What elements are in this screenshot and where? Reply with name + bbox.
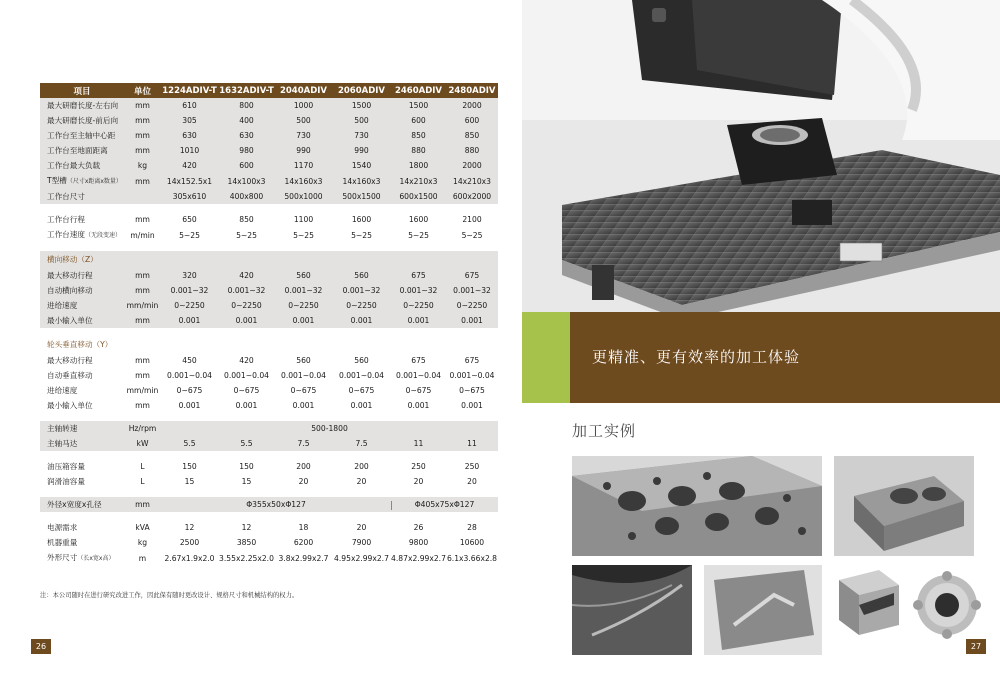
row-unit: m/min <box>124 227 161 243</box>
row-label-note: （长x宽x高） <box>77 555 115 562</box>
table-cell: 880 <box>446 143 498 158</box>
table-cell: 0.001~32 <box>275 283 332 298</box>
row-label-text: 最大研磨长度-左右向 <box>47 101 119 110</box>
row-unit: m <box>124 550 161 566</box>
table-cell: 0.001~0.04 <box>446 368 498 383</box>
row-label-text: 电源需求 <box>47 523 78 532</box>
row-unit: kVA <box>124 520 161 535</box>
table-cell: 560 <box>332 268 391 283</box>
row-label <box>40 298 124 313</box>
table-cell-span: 500-1800 <box>161 421 498 436</box>
row-unit: mm <box>124 98 161 113</box>
table-cell: 1010 <box>161 143 218 158</box>
table-cell: 420 <box>218 353 275 368</box>
table-cell: 500x1000 <box>275 189 332 204</box>
row-label <box>40 143 124 158</box>
table-row <box>40 189 498 204</box>
table-cell-span: Φ355x50xΦ127 <box>161 497 391 512</box>
header-item: 项目 <box>40 83 124 98</box>
table-cell: 980 <box>218 143 275 158</box>
page-number-right: 27 <box>966 639 986 654</box>
group-spacer <box>40 413 498 421</box>
table-cell: 990 <box>275 143 332 158</box>
row-label-text: 油压箱容量 <box>47 462 85 471</box>
row-label <box>40 459 124 474</box>
table-row <box>40 212 498 227</box>
table-row <box>40 421 498 436</box>
table-cell: 14x160x3 <box>275 173 332 189</box>
table-cell: 0.001 <box>275 398 332 413</box>
table-cell: 0.001~32 <box>332 283 391 298</box>
spec-table-body <box>40 98 498 566</box>
row-label <box>40 421 124 436</box>
table-cell: 675 <box>391 353 446 368</box>
table-cell: 560 <box>275 268 332 283</box>
table-cell: 5~25 <box>391 227 446 243</box>
row-label <box>40 474 124 489</box>
table-row <box>40 227 498 243</box>
table-cell: 14x100x3 <box>218 173 275 189</box>
table-row <box>40 268 498 283</box>
row-label-note: （无段变速） <box>84 232 121 239</box>
table-row <box>40 283 498 298</box>
group-spacer <box>40 328 498 336</box>
table-cell: 150 <box>161 459 218 474</box>
table-cell: 0.001~0.04 <box>332 368 391 383</box>
row-label-text: 工作台尺寸 <box>47 192 85 201</box>
spec-table <box>40 83 498 566</box>
table-row <box>40 383 498 398</box>
table-row <box>40 474 498 489</box>
spec-table-header <box>40 83 498 98</box>
row-label <box>40 113 124 128</box>
row-label-text: 润滑油容量 <box>47 477 85 486</box>
table-cell: 20 <box>332 474 391 489</box>
row-unit: mm/min <box>124 383 161 398</box>
table-cell: 600x1500 <box>391 189 446 204</box>
table-cell: 0~2250 <box>275 298 332 313</box>
table-cell: 20 <box>446 474 498 489</box>
table-cell: 14x160x3 <box>332 173 391 189</box>
table-cell: 675 <box>446 268 498 283</box>
row-label <box>40 98 124 113</box>
table-cell: 7900 <box>332 535 391 550</box>
table-cell: 600 <box>218 158 275 173</box>
row-unit: mm <box>124 368 161 383</box>
row-label <box>40 550 124 566</box>
banner-text: 更精准、更有效率的加工体验 <box>592 348 801 366</box>
table-row <box>40 497 498 512</box>
table-cell: 3.8x2.99x2.7 <box>275 550 332 566</box>
row-unit: mm <box>124 212 161 227</box>
table-cell: 11 <box>391 436 446 451</box>
table-cell: 650 <box>161 212 218 227</box>
row-label <box>40 520 124 535</box>
row-label <box>40 497 124 512</box>
group-spacer <box>40 489 498 497</box>
table-cell: 500 <box>275 113 332 128</box>
row-unit: mm <box>124 353 161 368</box>
row-unit: L <box>124 474 161 489</box>
table-cell: 0.001~32 <box>391 283 446 298</box>
section-heading: 轮头垂直移动（Y） <box>40 336 498 353</box>
table-cell: 26 <box>391 520 446 535</box>
table-cell: 5~25 <box>446 227 498 243</box>
row-label <box>40 173 124 189</box>
table-cell-span: Φ405x75xΦ127 <box>391 497 498 512</box>
row-label-text: 最大移动行程 <box>47 356 93 365</box>
table-cell: 305x610 <box>161 189 218 204</box>
table-cell: 14x152.5x1 <box>161 173 218 189</box>
header-model: 1632ADIV-T <box>218 83 275 98</box>
table-cell: 250 <box>446 459 498 474</box>
table-cell: 0.001~0.04 <box>161 368 218 383</box>
table-row <box>40 298 498 313</box>
table-cell: 0~2250 <box>446 298 498 313</box>
table-cell: 28 <box>446 520 498 535</box>
table-row <box>40 98 498 113</box>
row-label <box>40 158 124 173</box>
table-cell: 12 <box>218 520 275 535</box>
table-cell: 6200 <box>275 535 332 550</box>
table-cell: 20 <box>275 474 332 489</box>
row-label-note: （尺寸x距离x数量） <box>66 178 122 185</box>
table-cell: 2000 <box>446 158 498 173</box>
row-unit: mm <box>124 128 161 143</box>
table-cell: 850 <box>218 212 275 227</box>
table-cell: 600 <box>391 113 446 128</box>
table-row <box>40 436 498 451</box>
table-cell: 150 <box>218 459 275 474</box>
table-cell: 2000 <box>446 98 498 113</box>
row-label-text: 进给速度 <box>47 386 78 395</box>
table-cell: 6.1x3.66x2.8 <box>446 550 498 566</box>
table-cell: 2100 <box>446 212 498 227</box>
table-cell: 7.5 <box>275 436 332 451</box>
table-cell: 11 <box>446 436 498 451</box>
table-cell: 0~2250 <box>391 298 446 313</box>
row-unit: mm <box>124 268 161 283</box>
table-cell: 3850 <box>218 535 275 550</box>
table-cell: 2.67x1.9x2.0 <box>161 550 218 566</box>
table-cell: 990 <box>332 143 391 158</box>
row-label <box>40 535 124 550</box>
table-cell: 0.001 <box>218 313 275 328</box>
table-cell: 200 <box>275 459 332 474</box>
table-cell: 1800 <box>391 158 446 173</box>
table-cell: 4.95x2.99x2.7 <box>332 550 391 566</box>
table-cell: 3.55x2.25x2.0 <box>218 550 275 566</box>
row-label-text: 外形尺寸 <box>47 553 78 562</box>
row-label <box>40 383 124 398</box>
table-row <box>40 368 498 383</box>
table-cell: 0.001 <box>446 398 498 413</box>
table-cell: 7.5 <box>332 436 391 451</box>
table-cell: 1100 <box>275 212 332 227</box>
row-label <box>40 313 124 328</box>
table-cell: 420 <box>218 268 275 283</box>
row-unit: mm <box>124 173 161 189</box>
table-cell: 5.5 <box>161 436 218 451</box>
table-cell: 15 <box>161 474 218 489</box>
page-number-left: 26 <box>31 639 51 654</box>
table-cell: 600 <box>446 113 498 128</box>
banner-accent <box>522 312 570 403</box>
table-row <box>40 520 498 535</box>
table-cell: 14x210x3 <box>446 173 498 189</box>
table-cell: 0~2250 <box>161 298 218 313</box>
example-photo-wedge-block <box>834 565 904 640</box>
table-row <box>40 353 498 368</box>
row-unit: mm <box>124 143 161 158</box>
table-cell: 0.001 <box>446 313 498 328</box>
row-label <box>40 227 124 243</box>
row-label-text: 最小输入单位 <box>47 401 93 410</box>
table-cell: 9800 <box>391 535 446 550</box>
table-cell: 5~25 <box>275 227 332 243</box>
table-cell: 250 <box>391 459 446 474</box>
table-cell: 305 <box>161 113 218 128</box>
table-cell: 1500 <box>332 98 391 113</box>
table-cell: 1170 <box>275 158 332 173</box>
header-model: 2040ADIV <box>275 83 332 98</box>
table-row <box>40 535 498 550</box>
row-label <box>40 268 124 283</box>
table-row <box>40 398 498 413</box>
example-photo-gear-part <box>912 570 982 640</box>
table-cell: 0.001~0.04 <box>391 368 446 383</box>
table-cell: 0.001 <box>161 313 218 328</box>
row-label-text: 主轴转速 <box>47 424 78 433</box>
table-row <box>40 313 498 328</box>
table-cell: 730 <box>332 128 391 143</box>
table-cell: 0.001 <box>391 398 446 413</box>
row-unit: Hz/rpm <box>124 421 161 436</box>
row-unit: mm/min <box>124 298 161 313</box>
group-spacer <box>40 512 498 520</box>
table-cell: 880 <box>391 143 446 158</box>
table-cell: 0~2250 <box>218 298 275 313</box>
row-label-text: 工作台最大负载 <box>47 161 101 170</box>
table-cell: 14x210x3 <box>391 173 446 189</box>
table-row <box>40 173 498 189</box>
table-cell: 560 <box>275 353 332 368</box>
table-cell: 400x800 <box>218 189 275 204</box>
table-cell: 0.001~0.04 <box>218 368 275 383</box>
table-cell: 600x2000 <box>446 189 498 204</box>
row-unit: kg <box>124 535 161 550</box>
table-cell: 850 <box>391 128 446 143</box>
row-label-text: 最大移动行程 <box>47 271 93 280</box>
table-cell: 1540 <box>332 158 391 173</box>
table-cell: 730 <box>275 128 332 143</box>
table-cell: 5.5 <box>218 436 275 451</box>
row-unit: kW <box>124 436 161 451</box>
row-unit: kg <box>124 158 161 173</box>
example-photo-polished-block <box>704 565 822 655</box>
table-cell: 5~25 <box>332 227 391 243</box>
table-cell: 0.001~32 <box>218 283 275 298</box>
table-row <box>40 550 498 566</box>
row-unit: mm <box>124 313 161 328</box>
table-cell: 560 <box>332 353 391 368</box>
table-cell: 0.001 <box>161 398 218 413</box>
row-label <box>40 128 124 143</box>
row-label <box>40 436 124 451</box>
table-cell: 18 <box>275 520 332 535</box>
row-label-text: 工作台行程 <box>47 215 85 224</box>
header-model: 2480ADIV <box>446 83 498 98</box>
table-cell: 15 <box>218 474 275 489</box>
examples-title: 加工实例 <box>572 422 637 440</box>
row-label <box>40 283 124 298</box>
table-cell: 0~675 <box>218 383 275 398</box>
table-cell: 0.001 <box>332 313 391 328</box>
table-cell: 1600 <box>332 212 391 227</box>
table-cell: 200 <box>332 459 391 474</box>
table-row <box>40 128 498 143</box>
row-label <box>40 212 124 227</box>
example-photo-blade <box>572 565 692 655</box>
row-unit <box>124 189 161 204</box>
section-heading-row <box>40 336 498 353</box>
row-label-text: 最小输入单位 <box>47 316 93 325</box>
table-cell: 1000 <box>275 98 332 113</box>
row-label-text: 工作台至主轴中心距 <box>47 131 116 140</box>
group-spacer <box>40 204 498 212</box>
group-spacer <box>40 243 498 251</box>
table-cell: 320 <box>161 268 218 283</box>
table-cell: 0~675 <box>446 383 498 398</box>
row-label <box>40 368 124 383</box>
table-cell: 0~675 <box>332 383 391 398</box>
table-cell: 630 <box>161 128 218 143</box>
section-heading-row <box>40 251 498 268</box>
header-unit: 单位 <box>124 83 161 98</box>
table-cell: 675 <box>391 268 446 283</box>
table-cell: 500 <box>332 113 391 128</box>
row-label <box>40 398 124 413</box>
row-label-text: T型槽 <box>47 176 67 185</box>
row-label <box>40 189 124 204</box>
table-cell: 0~675 <box>275 383 332 398</box>
row-unit: mm <box>124 497 161 512</box>
row-label-text: 自动垂直移动 <box>47 371 93 380</box>
example-photo-plate-holes <box>572 456 822 556</box>
table-cell: 12 <box>161 520 218 535</box>
table-cell: 0~675 <box>161 383 218 398</box>
table-cell: 0.001~32 <box>446 283 498 298</box>
row-label-text: 自动横向移动 <box>47 286 93 295</box>
footnote: 注：本公司随时在进行研究改进工作，因此保有随时更改设计、规格尺寸和机械结构的权力。 <box>40 592 299 599</box>
header-model: 1224ADIV-T <box>161 83 218 98</box>
table-cell: 1500 <box>391 98 446 113</box>
row-unit: mm <box>124 283 161 298</box>
table-cell: 0.001 <box>332 398 391 413</box>
table-cell: 0.001 <box>218 398 275 413</box>
row-label-text: 进给速度 <box>47 301 78 310</box>
table-cell: 20 <box>391 474 446 489</box>
table-cell: 1600 <box>391 212 446 227</box>
table-row <box>40 158 498 173</box>
hero-machine-photo <box>522 0 1000 312</box>
row-label-text: 外径x宽度x孔径 <box>47 500 102 509</box>
header-model: 2060ADIV <box>332 83 391 98</box>
table-row <box>40 113 498 128</box>
table-cell: 610 <box>161 98 218 113</box>
table-cell: 850 <box>446 128 498 143</box>
row-label-text: 工作台速度 <box>47 230 85 239</box>
header-model: 2460ADIV <box>391 83 446 98</box>
section-heading: 横向移动（Z） <box>40 251 498 268</box>
row-unit: mm <box>124 113 161 128</box>
table-cell: 0.001~32 <box>161 283 218 298</box>
table-cell: 450 <box>161 353 218 368</box>
table-cell: 0~2250 <box>332 298 391 313</box>
table-cell: 2500 <box>161 535 218 550</box>
table-cell: 20 <box>332 520 391 535</box>
table-cell: 0.001~0.04 <box>275 368 332 383</box>
row-label-text: 机器重量 <box>47 538 78 547</box>
row-label <box>40 353 124 368</box>
table-cell: 500x1500 <box>332 189 391 204</box>
table-cell: 800 <box>218 98 275 113</box>
table-cell: 4.87x2.99x2.7 <box>391 550 446 566</box>
table-row <box>40 459 498 474</box>
row-label-text: 主轴马达 <box>47 439 78 448</box>
table-cell: 5~25 <box>218 227 275 243</box>
row-label-text: 最大研磨长度-前后向 <box>47 116 119 125</box>
row-label-text: 工作台至地面距离 <box>47 146 108 155</box>
table-row <box>40 143 498 158</box>
table-cell: 420 <box>161 158 218 173</box>
table-cell: 5~25 <box>161 227 218 243</box>
table-cell: 675 <box>446 353 498 368</box>
row-unit: mm <box>124 398 161 413</box>
table-cell: 0.001 <box>391 313 446 328</box>
row-unit: L <box>124 459 161 474</box>
table-cell: 0.001 <box>275 313 332 328</box>
example-photo-stacked-plates <box>834 456 974 556</box>
table-cell: 0~675 <box>391 383 446 398</box>
table-cell: 400 <box>218 113 275 128</box>
table-cell: 630 <box>218 128 275 143</box>
table-cell: 10600 <box>446 535 498 550</box>
group-spacer <box>40 451 498 459</box>
